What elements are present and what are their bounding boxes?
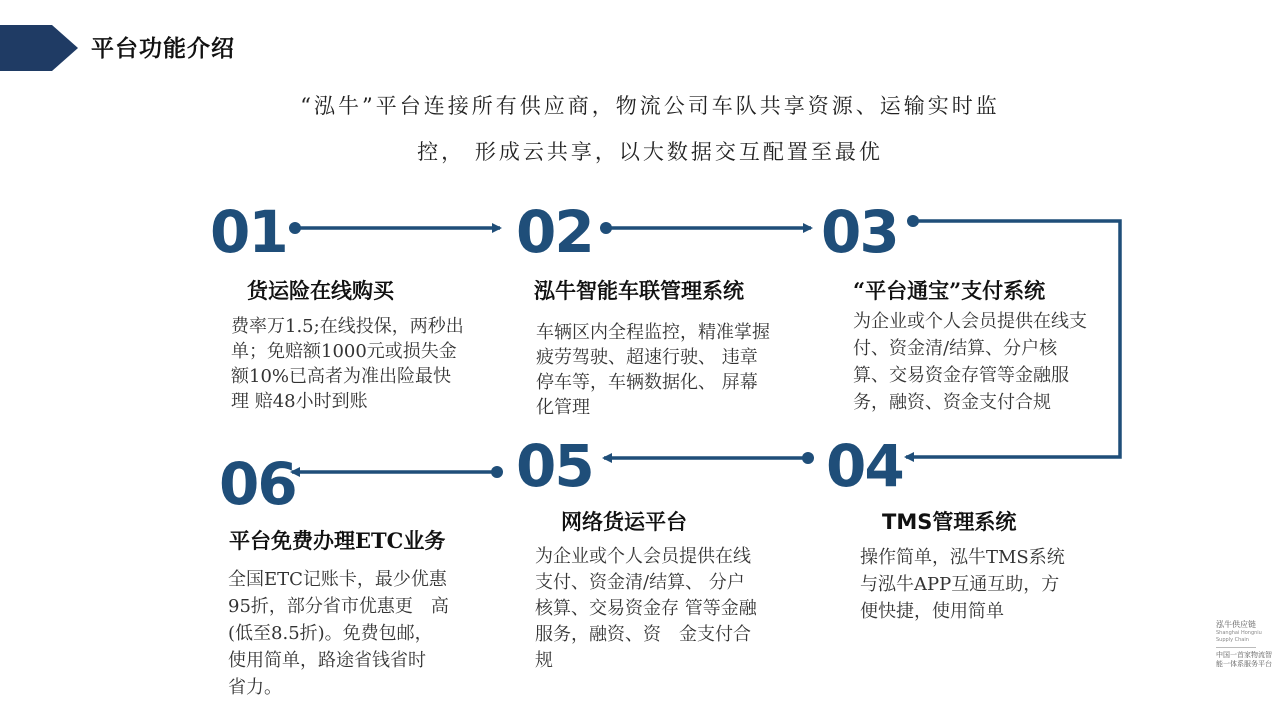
feature-desc-04: 操作简单，泓牛TMS系统 与泓牛APP互通互助，方 便快捷，使用简单 [860,547,1089,622]
feature-desc-05: 为企业或个人会员提供在线支付、资金清/结算、 分户核算、交易资金存 管等金融服务，融资、资 金支付合规 [535,546,757,671]
feature-title-04: TMS管理系统 [882,510,1017,534]
feature-title-06: 平台免费办理ETC业务 [229,528,446,553]
feature-title-02: 泓牛智能车联管理系统 [534,278,744,303]
page-title: 平台功能介绍 [91,36,235,62]
feature-desc-02: 车辆区内全程监控，精准掌握疲劳驾驶、超速行驶、 违章停车等，车辆数据化、 屏幕化管理 [536,322,770,418]
step-number-01: 01 [210,198,287,266]
logo-divider [1216,647,1256,648]
feature-desc-06: 全国ETC记账卡，最少优惠95折，部分省市优惠更 高(低至8.5折)。免费包邮， 使用简单，路途省钱省时 省力。 [228,569,449,698]
intro-line-1: “泓牛”平台连接所有供应商，物流公司车队共享资源、运输实时监 [300,94,1000,118]
intro-line-2: 控， 形成云共享，以大数据交互配置至最优 [417,140,883,164]
logo-tagline: 中国一首家物流智能一体系服务平台 [1216,651,1272,668]
logo-english: Shanghai Hongniu Supply Chain [1216,630,1262,643]
step-number-05: 05 [516,432,593,500]
feature-title-05: 网络货运平台 [561,509,687,534]
feature-title-01: 货运险在线购买 [247,278,394,303]
step-number-06: 06 [219,450,296,518]
step-number-02: 02 [516,198,593,266]
company-logo [1216,620,1276,669]
logo-name: 泓牛供应链 [1216,620,1256,629]
step-number-03: 03 [821,198,898,266]
step-number-04: 04 [826,432,903,500]
feature-title-03: “平台通宝”支付系统 [853,278,1046,303]
feature-desc-03: 为企业或个人会员提供在线支付、资金清/结算、分户核算、交易资金存管等金融服务，融资、资金支付合规 [853,311,1087,413]
feature-desc-01: 费率万1.5;在线投保，两秒出单；免赔额1000元或损失金额10%已高者为准出险最快理 赔48小时到账 [231,316,464,412]
